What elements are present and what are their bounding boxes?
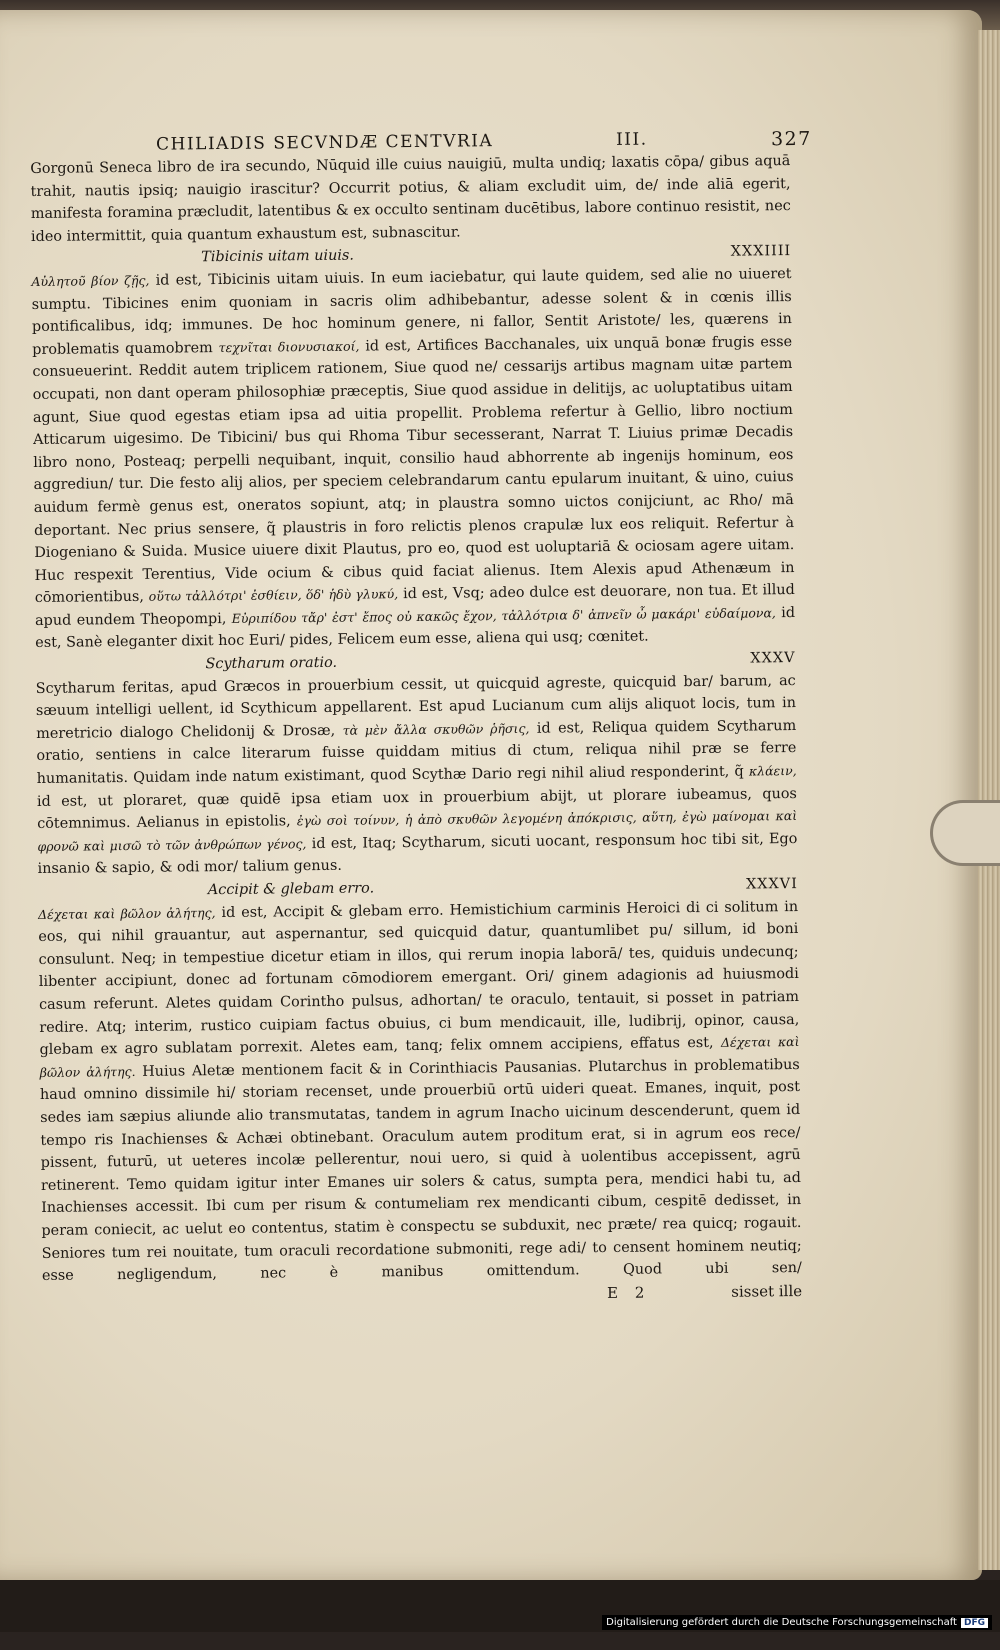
adage-number: XXXVI <box>745 876 798 893</box>
adage-title: Accipit & glebam erro. <box>207 880 375 899</box>
credit-text: Digitalisierung gefördert durch die Deutsche Forschungsgemeinschaft <box>606 1617 957 1628</box>
page-body <box>30 150 802 1312</box>
adage-title: Scytharum oratio. <box>205 654 338 673</box>
adage-text-36: Δέχεται καὶ βῶλον ἀλήτης, id est, Accipit & glebam erro. Hemistichium carminis Heroici di ci solitum in eos, qui nihil grauantur, aut aspernantur, sed quicquid datur, quantumlibet pu/ sillum, id boni consulunt. Neq; in tempestiue dicetur etiam in illos, qui rerum inopia laborā/ tes, quiduis undecunq; libenter accipiunt, donec ad fortunam cōmodiorem emergant. Ori/ ginem adagionis ad huiusmodi casum referunt. Aletes quidam Corintho pulsus, adhortan/ te oraculo, tentauit, si posset in patriam redire. Atq; interim, rustico cuipiam factus obuius, ci bum mendicauit, ille, ludibrij, opinor, causa, glebam ex agro sublatam porrexit. Aletes eam, tanq; felix omnem accipiens, effatus est, Δέχεται καὶ βῶλον ἀλήτης. Huius Aletæ mentionem facit & in Corinthiacis Pausanias. Plutarchus in problematibus haud omnino dissimile hi/ storiam recenset, unde prouerbiū ortū uideri queat. Emanes, inquit, post sedes iam sæpius aliunde alio transmutatas, tandem in agrum Inacho uicinum descenderunt, quem id tempo ris Inachienses & Achæi obtinebant. Oraculum autem proditum erat, si in agrum eos rece/ pissent, futurū, ut ueteres incolæ pellerentur, noui uero, si quid à uolentibus accepissent, agrū retinerent. Temo quidam igitur inter Emanes uir solers & catus, sumpta pera, mendici habi tu, ad Inachienses accessit. Ibi cum per risum & contumeliam rex mendicanti cibum, cespitē dedisset, in peram coniecit, ac uelut eo contentus, statim è conspectu se subduxit, nec præte/ rea quicq; rogauit. Seniores tum rei nouitate, tum oraculi recordatione submoniti, rege adi/ to censent hominem neutiq; esse negligendum, nec è manibus omittendum. Quod ubi sen/ <box>38 898 802 1285</box>
adage-number: XXXV <box>750 650 796 667</box>
greek-lemma: Δέχεται καὶ βῶλον ἀλήτης, <box>38 904 216 922</box>
greek-lemma: Αὐλητοῦ βίον ζῇς, <box>31 272 150 289</box>
century-number: III. <box>615 129 648 150</box>
catchword: sisset ille <box>731 1281 803 1301</box>
digitization-credit <box>602 1615 992 1630</box>
folio-number: 327 <box>770 127 812 151</box>
greek-quote: Δέχεται καὶ βῶλον ἀλήτης. <box>39 1034 800 1080</box>
page-marker-tab <box>930 800 1000 866</box>
running-title: CHILIADIS SECVNDÆ CENTVRIA <box>155 131 494 155</box>
greek-quote: ἐγὼ σοὶ τοίνυν, ἡ ἀπὸ σκυθῶν λεγομένη ἀπόκρισις, αὕτη, ἐγὼ μαίνομαι καὶ φρονῶ καὶ μισῶ τὸ τῶν ἀνθρώπων γένος, <box>37 808 798 854</box>
adage-title: Tibicinis uitam uiuis. <box>201 247 354 266</box>
greek-quote: κλάειν, <box>748 763 797 779</box>
adage-text-34: Αὐλητοῦ βίον ζῇς, id est, Tibicinis uitam uiuis. In eum iaciebatur, qui laute quidem, sed alie no uiueret sumptu. Tibicines enim quoniam in sacris olim adhibebantur, adesse solent & in cœnis illis pontificalibus, idq; immunes. De hoc hominum genere, ni fallor, Sentit Aristote/ les, quærens in problematis quamobrem τεχνῖται διονυσιακοί, id est, Artifices Bacchanales, uix unquā bonæ frugis esse consueuerint. Reddit autem triplicem rationem, Siue quod ne/ cessarijs artibus magnam uitæ partem occupati, non dant operam philosophiæ præceptis, Siue quod assidue in delitijs, ac uoluptatibus uitam agunt, Siue quod egestas etiam ipsa ad uitia propellit. Problema refertur à Gellio, libro noctium Atticarum uigesimo. De Tibicini/ bus qui Rhoma Tibur secesserant, Narrat T. Liuius primæ Decadis libro nono, Posteaq; perpelli nequibant, inquit, consilio haud abhorrente ab ingenijs hominum, eos aggrediun/ tur. Die festo alij alios, per speciem celebrandarum cantu epularum inuitant, & uino, cuius auidum fermè genus est, oneratos sopiunt, atq; in plaustra somno uictos conijciunt, ac Rho/ mā deportant. Nec prius sensere, q̃ plaustris in foro relictis plenos crapulæ lux eos reliquit. Refertur à Diogeniano & Suida. Musice uiuere dixit Plautus, pro eo, quod est uoluptariā & ociosam agere uitam. Huc respexit Terentius, Vide ocium & cibus quid faciat alienus. Item Alexis apud Athenæum in cōmorientibus, οὕτω τἀλλότρι' ἐσθίειν, ὅδ' ἡδὺ γλυκύ, id est, Vsq; adeo dulce est deuorare, non tua. Et illud apud eundem Theopompi, Εὐριπίδου τἄρ' ἐστ' ἔπος οὐ κακῶς ἔχον, τἀλλότρια δ' ἀπνεῖν ὦ μακάρι' εὐδαίμονα, id est, Sanè eleganter dixit hoc Euri/ pides, Felicem eum esse, aliena qui usq; cœnitet. <box>31 266 796 652</box>
greek-quote: οὕτω τἀλλότρι' ἐσθίειν, ὅδ' ἡδὺ γλυκύ, <box>148 586 399 605</box>
dfg-logo-icon: DFG <box>961 1618 988 1628</box>
adage-number: XXXIIII <box>730 243 792 261</box>
paragraph-continuation: Gorgonū Seneca libro de ira secundo, Nūquid ille cuius nauigiū, multa undiq; laxatis cōpa/ gibus aquā trahit, nautis ipsiq; nauigio irascitur? Occurrit potius, & aliam excludit uim, de/ inde aliā egerit, manifesta foramina præcludit, latentibus & ex occulto sentinam ducētibus, labore continuo resistit, nec ideo intermittit, quia quantum exhaustum est, subnascitur. <box>30 153 791 245</box>
scanner-bottom <box>0 1580 1000 1632</box>
greek-quote: Εὐριπίδου τἄρ' ἐστ' ἔπος οὐ κακῶς ἔχον, τἀλλότρια δ' ἀπνεῖν ὦ μακάρι' εὐδαίμονα, <box>231 605 776 626</box>
signature-mark: E 2 <box>607 1283 651 1302</box>
greek-quote: τεχνῖται διονυσιακοί, <box>218 338 360 355</box>
adage-text-35: Scytharum feritas, apud Græcos in prouerbium cessit, ut quicquid agreste, quicquid bar/ barum, ac sæuum intelligi uellent, id Scythicum appellarent. Est apud Lucianum cum alijs aliquot locis, tum in meretricio dialogo Chelidonij & Drosæ, τὰ μὲν ἄλλα σκυθῶν ῥῆσις, id est, Reliqua quidem Scytharum oratio, sentiens in calce literarum fuisse quiddam mitius di ctum, reliqua nihil præ se ferre humanitatis. Quidam inde natum existimant, quod Scythæ Dario regi nihil aliud responderint, q̃ κλάειν, id est, ut ploraret, quæ quidē ipsa etiam uox in prouerbium abijt, ut plorare iubeamus, quos cōtemnimus. Aelianus in epistolis, ἐγὼ σοὶ τοίνυν, ἡ ἀπὸ σκυθῶν λεγομένη ἀπόκρισις, αὕτη, ἐγὼ μαίνομαι καὶ φρονῶ καὶ μισῶ τὸ τῶν ἀνθρώπων γένος, id est, Itaq; Scytharum, sicuti uocant, responsum hoc tibi sit, Ego insanio & sapio, & odi mor/ talium genus. <box>35 672 798 878</box>
greek-quote: τὰ μὲν ἄλλα σκυθῶν ῥῆσις, <box>342 720 530 738</box>
